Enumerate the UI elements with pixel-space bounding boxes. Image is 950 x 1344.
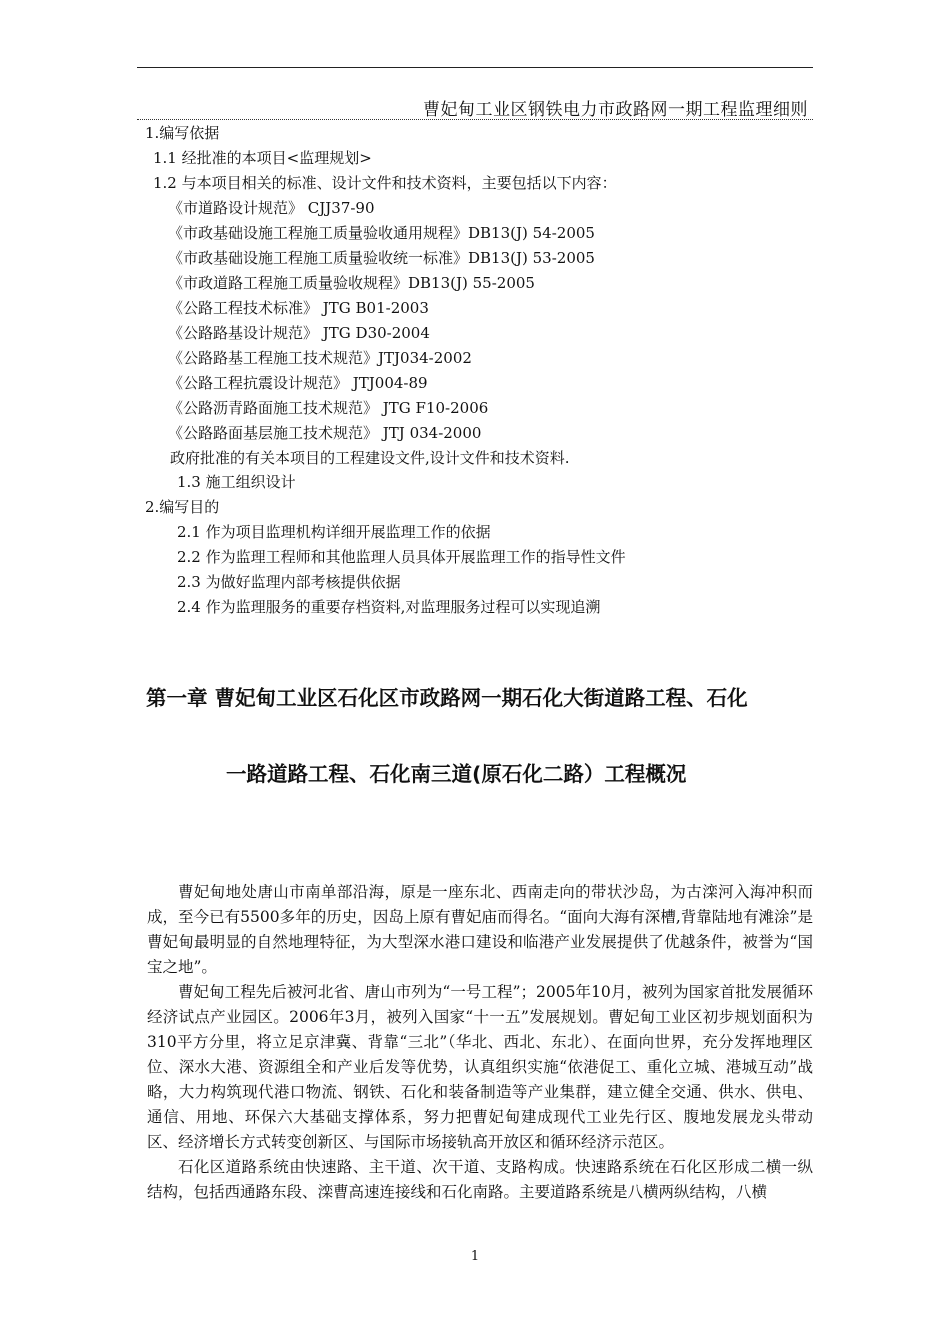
section1-item-3: 1.3 施工组织设计 bbox=[177, 473, 296, 491]
section2-item: 2.1 作为项目监理机构详细开展监理工作的依据 bbox=[177, 523, 491, 541]
standard-item: 《公路沥青路面施工技术规范》 JTG F10-2006 bbox=[168, 399, 489, 417]
section2-item: 2.2 作为监理工程师和其他监理人员具体开展监理工作的指导性文件 bbox=[177, 548, 626, 566]
standard-item: 《公路路基设计规范》 JTG D30-2004 bbox=[168, 324, 430, 342]
section2-item: 2.3 为做好监理内部考核提供依据 bbox=[177, 573, 401, 591]
standard-item: 《公路路基工程施工技术规范》JTJ034-2002 bbox=[168, 349, 472, 367]
standard-item: 《市政道路工程施工质量验收规程》DB13(J) 55-2005 bbox=[168, 274, 535, 292]
running-header-title: 曹妃甸工业区钢铁电力市政路网一期工程监理细则 bbox=[423, 100, 808, 120]
standard-item: 《市政基础设施工程施工质量验收统一标准》DB13(J) 53-2005 bbox=[168, 249, 595, 267]
standard-item: 《公路工程抗震设计规范》 JTJ004-89 bbox=[168, 374, 428, 392]
chapter-title-line-1: 第一章 曹妃甸工业区石化区市政路网一期石化大街道路工程、石化 bbox=[146, 686, 748, 710]
standard-item: 《公路路面基层施工技术规范》 JTJ 034-2000 bbox=[168, 424, 482, 442]
standard-item: 《市道路设计规范》 CJJ37-90 bbox=[168, 199, 375, 217]
standard-item: 《市政基础设施工程施工质量验收通用规程》DB13(J) 54-2005 bbox=[168, 224, 595, 242]
section1-heading: 1.编写依据 bbox=[145, 124, 220, 142]
standard-item: 《公路工程技术标准》 JTG B01-2003 bbox=[168, 299, 429, 317]
chapter-title-line-2: 一路道路工程、石化南三道(原石化二路）工程概况 bbox=[226, 762, 687, 786]
header-dotted-rule bbox=[137, 119, 813, 120]
page-number: 1 bbox=[470, 1249, 480, 1264]
body-text bbox=[147, 880, 813, 1205]
section1-item-1: 1.1 经批准的本项目<监理规划> bbox=[153, 149, 372, 167]
section1-item-2: 1.2 与本项目相关的标准、设计文件和技术资料，主要包括以下内容： bbox=[153, 174, 617, 192]
section2-heading: 2.编写目的 bbox=[145, 498, 220, 516]
section2-item: 2.4 作为监理服务的重要存档资料,对监理服务过程可以实现追溯 bbox=[177, 598, 601, 616]
header-top-rule bbox=[137, 67, 813, 68]
body-paragraph: 曹妃甸地处唐山市南单部沿海，原是一座东北、西南走向的带状沙岛，为古滦河入海冲积而成，至今已有5500多年的历史，因岛上原有曹妃庙而得名。“面向大海有深槽,背靠陆地有滩涂”是曹妃甸最明显的自然地理特征，为大型深水港口建设和临港产业发展提供了优越条件，被誉为“国宝之地”。 bbox=[147, 883, 813, 976]
body-paragraph: 石化区道路系统由快速路、主干道、次干道、支路构成。快速路系统在石化区形成二横一纵结构，包括西通路东段、滦曹高速连接线和石化南路。主要道路系统是八横两纵结构，八横 bbox=[147, 1158, 813, 1201]
body-paragraph: 曹妃甸工程先后被河北省、唐山市列为“一号工程”；2005年10月，被列为国家首批发展循环经济试点产业园区。2006年3月，被列入国家“十一五”发展规划。曹妃甸工业区初步规划面积为310平方分里，将立足京津冀、背靠“三北”（华北、西北、东北）、在面向世界，充分发挥地理区位、深水大港、资源组全和产业后发等优势，认真组织实施“依港促工、重化立城、港城互动”战略，大力构筑现代港口物流、钢铁、石化和装备制造等产业集群，建立健全交通、供水、供电、通信、用地、环保六大基础支撑体系，努力把曹妃甸建成现代工业先行区、腹地发展龙头带动区、经济增长方式转变创新区、与国际市场接轨高开放区和循环经济示范区。 bbox=[147, 983, 813, 1151]
government-documents-line: 政府批准的有关本项目的工程建设文件,设计文件和技术资料. bbox=[170, 449, 570, 467]
